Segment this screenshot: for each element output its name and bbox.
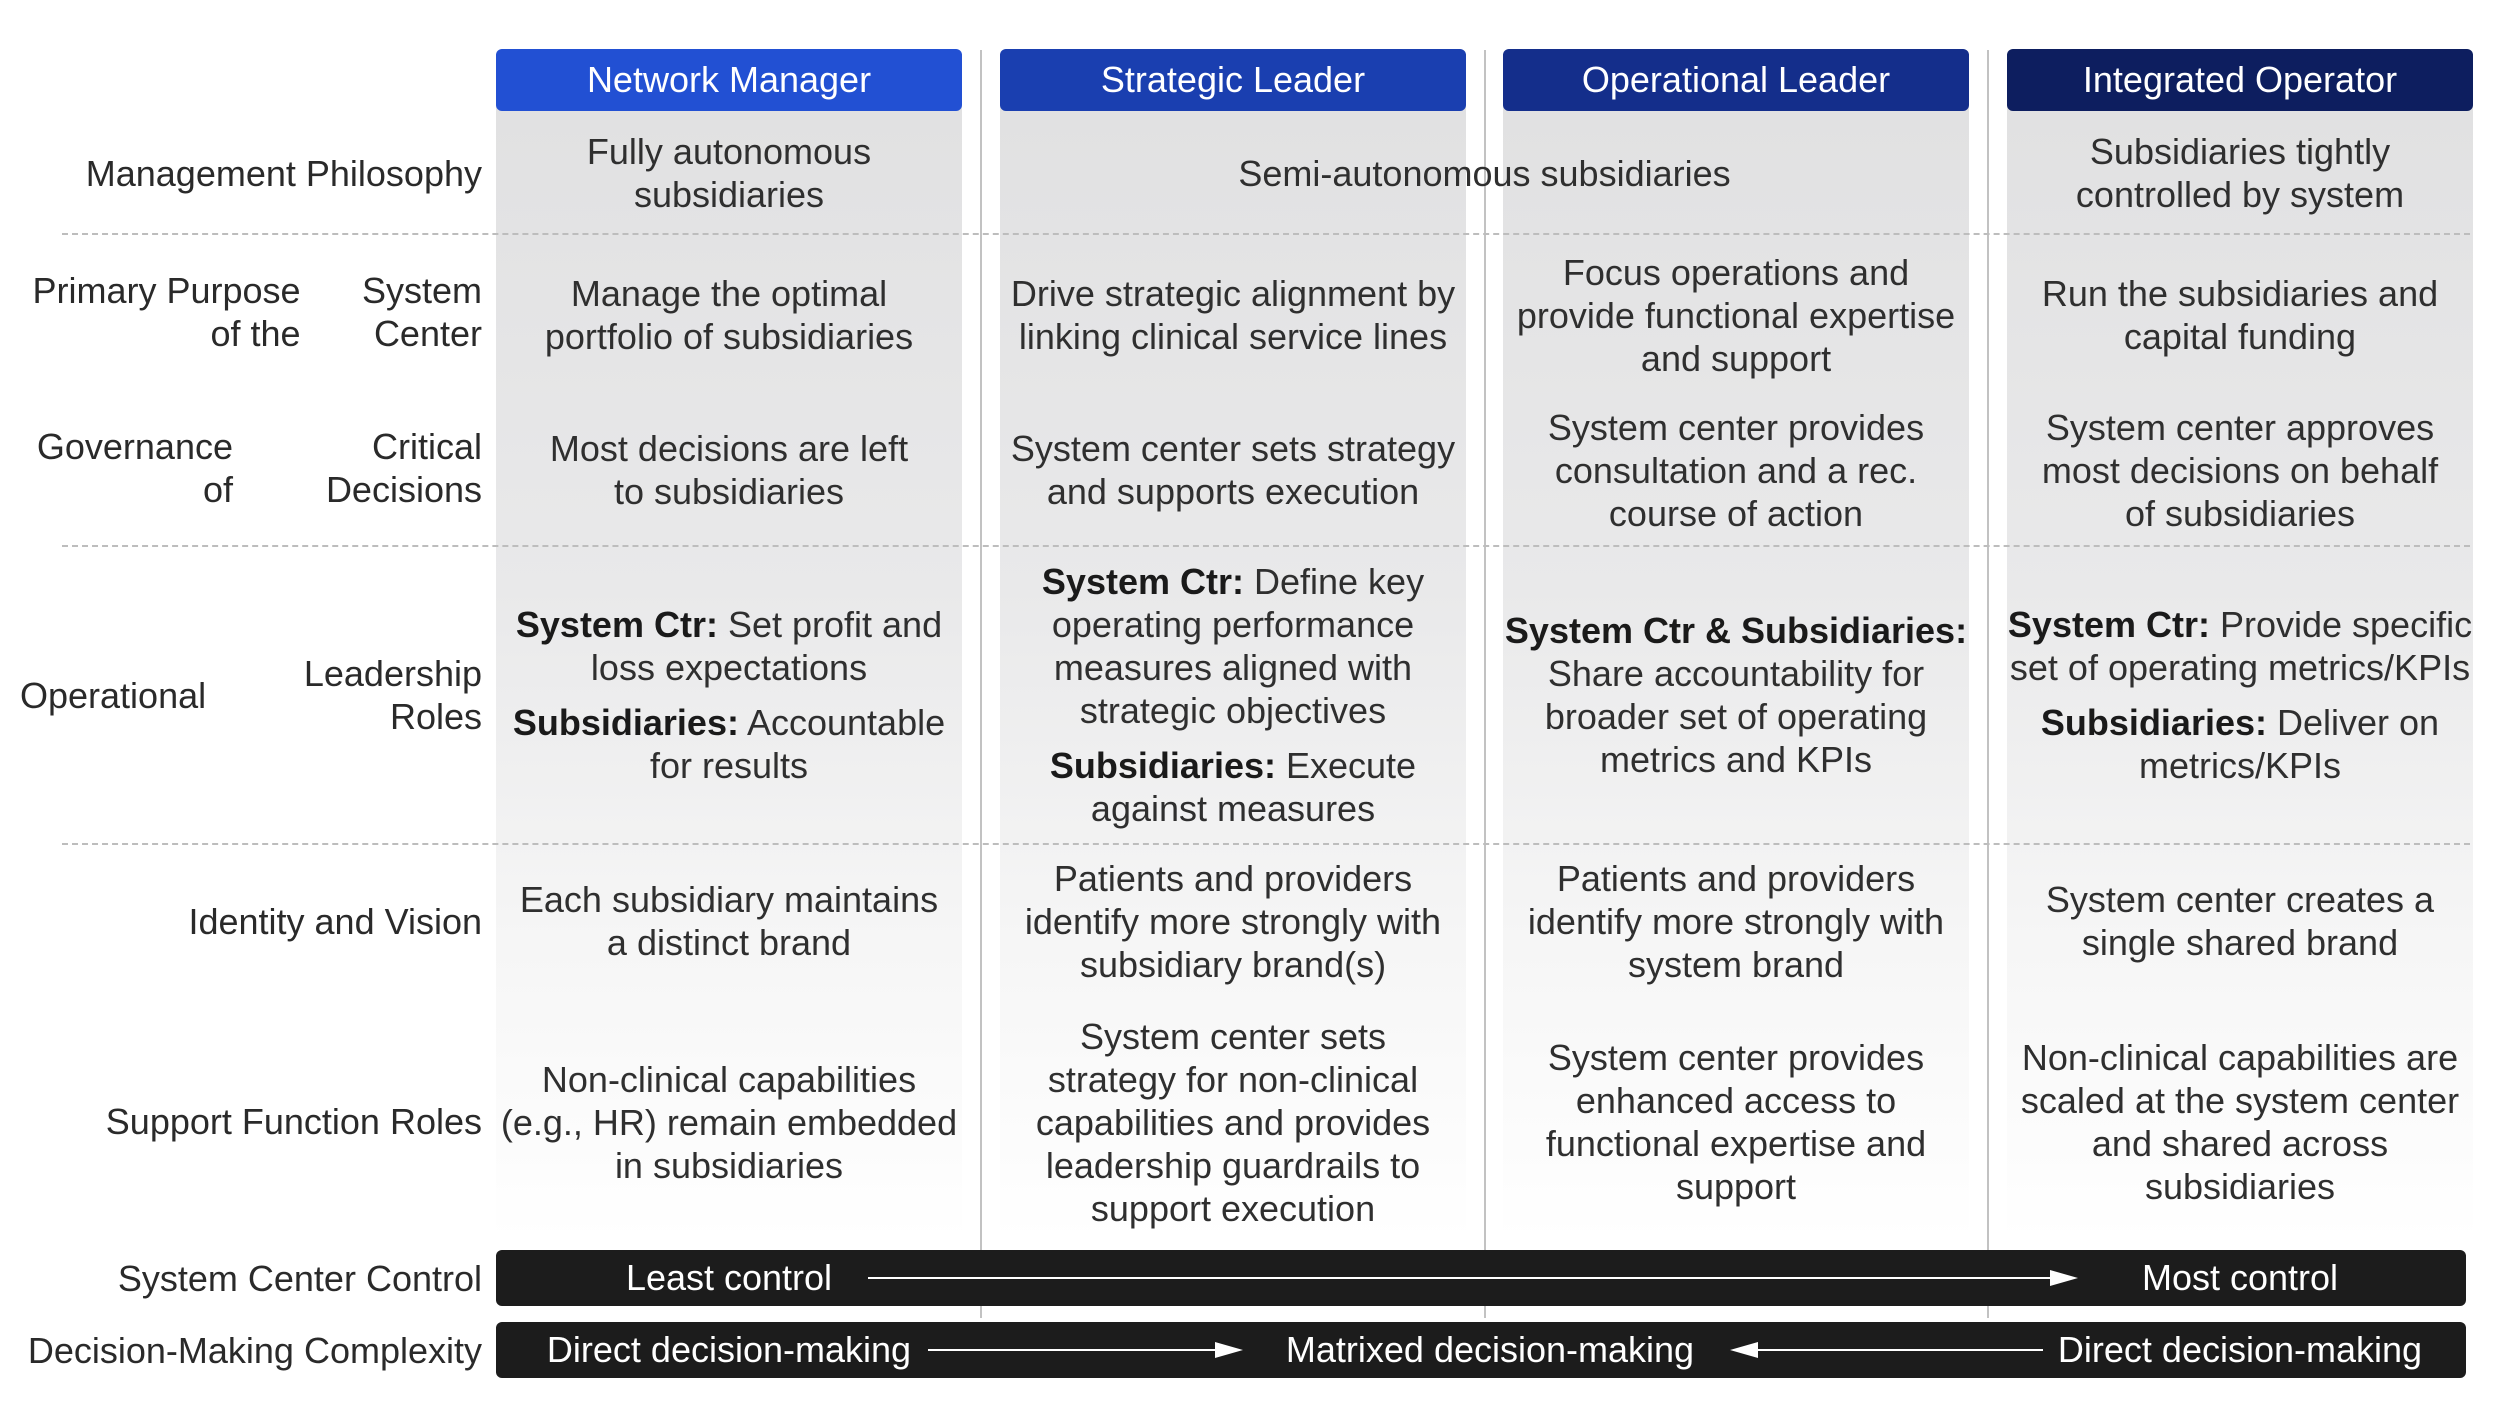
text-line: Management Philosophy [85,152,482,194]
text-line: a distinct brand [606,922,852,963]
control-bar-left-text: Least control [625,1257,833,1298]
bold-lead: Subsidiaries: [1049,745,1276,786]
text-line: measures aligned with [1053,647,1413,688]
bold-lead: System Ctr: [2007,604,2210,645]
bold-lead: Subsidiaries: [512,702,739,743]
text-line: Subsidiaries tightly [2089,131,2391,172]
text-line: Share accountability for [1547,653,1925,694]
bold-lead: System Ctr: [1041,561,1244,602]
text-line: set of operating metrics/KPIs [2009,647,2471,688]
text-line: Most decisions are left [549,428,909,469]
text-line: enhanced access to [1575,1080,1897,1121]
header-label: Strategic Leader [1100,59,1366,100]
text-line: for results [649,745,809,786]
control-bar-right-text: Most control [2141,1257,2339,1298]
header-label: Network Manager [586,59,872,100]
text-line: Run the subsidiaries and [2041,273,2439,314]
text-line: and shared across [2091,1123,2389,1164]
text-line: system brand [1627,943,1845,985]
text-line: Operational [20,674,207,716]
text-line: Critical Decisions [325,426,482,510]
text-line: in subsidiaries [614,1144,844,1186]
text-line: System center approves [2045,406,2435,448]
label-text: System Center Control [117,1257,482,1299]
header-label: Operational Leader [1581,59,1891,100]
text-line: Governance of [36,426,233,510]
text-fragment: Provide specific [2209,604,2473,645]
text-line: and supports execution [1046,471,1420,512]
text-line: Patients and providers [1053,857,1413,899]
text-line: Manage the optimal [570,273,888,314]
header-label: Integrated Operator [2082,59,2398,100]
text-line: System center sets strategy [1010,428,1456,469]
text-fragment: Set profit and [717,604,943,645]
text-line: Semi-autonomous subsidiaries [1238,152,1731,194]
text-line: most decisions on behalf [2041,449,2439,491]
text-line: functional expertise and [1545,1123,1927,1164]
text-line: broader set of operating [1544,696,1928,737]
text-line: Focus operations and [1562,251,1910,293]
text-line: metrics and KPIs [1599,739,1873,780]
text-line: System center provides [1547,1037,1925,1078]
text-line: single shared brand [2081,922,2399,963]
text-line: Leadership Roles [303,653,482,737]
text-line: portfolio of subsidiaries [544,316,914,357]
text-line: Non-clinical capabilities [541,1058,917,1100]
text-line: strategy for non-clinical [1047,1058,1419,1100]
bold-lead: System Ctr & Subsidiaries: [1504,610,1968,651]
text-line: Support Function Roles [105,1101,482,1142]
text-line: subsidiaries [633,174,825,215]
text-line: operating performance [1051,604,1415,645]
text-line: loss expectations [590,647,868,688]
label-text: Decision-Making Complexity [27,1329,482,1371]
text-line: System center sets [1079,1015,1387,1057]
text-line: consultation and a rec. [1554,449,1918,491]
text-line: and support [1640,337,1832,379]
text-line: System center provides [1547,406,1925,448]
text-line: Each subsidiary maintains [519,879,939,920]
text-line: leadership guardrails to [1045,1144,1421,1186]
text-line: Drive strategic alignment by [1010,273,1456,314]
text-line: metrics/KPIs [2138,745,2342,786]
text-line: identify more strongly with [1527,900,1945,942]
text-line: Identity and Vision [188,901,482,942]
complexity-arrow-left [928,1342,1243,1358]
bold-lead: Subsidiaries: [2040,702,2267,743]
text-line: (e.g., HR) remain embedded [500,1101,958,1143]
text-line: Non-clinical capabilities are [2021,1037,2459,1078]
text-line: support [1675,1166,1797,1207]
text-line: Patients and providers [1556,857,1916,899]
text-line: Fully autonomous [586,131,872,172]
text-line: to subsidiaries [613,471,845,512]
text-line: support execution [1090,1187,1376,1229]
text-line: of subsidiaries [2124,492,2356,534]
text-line: linking clinical service lines [1018,316,1448,357]
text-fragment: Deliver on [2267,702,2440,743]
text-line: subsidiary brand(s) [1079,943,1387,985]
text-line: scaled at the system center [2020,1080,2460,1121]
text-line: capabilities and provides [1035,1101,1431,1143]
complexity-arrow-right [1730,1342,2043,1358]
complexity-bar-left-text: Direct decision-making [546,1329,912,1370]
complexity-bar-center-text: Matrixed decision-making [1285,1329,1695,1370]
text-line: capital funding [2123,316,2357,357]
text-fragment: Execute [1275,745,1417,786]
text-line: subsidiaries [2144,1166,2336,1207]
text-line: strategic objectives [1079,690,1387,731]
text-fragment: Accountable [738,702,946,743]
text-line: course of action [1608,492,1864,534]
text-fragment: Define key [1243,561,1425,602]
text-line: controlled by system [2075,174,2405,215]
text-line: Primary Purpose of the [32,270,301,354]
text-line: identify more strongly with [1024,900,1442,942]
complexity-bar-right-text: Direct decision-making [2057,1329,2423,1370]
control-arrow [868,1270,2078,1286]
text-line: System Center [361,270,482,354]
text-line: System center creates a [2045,879,2435,920]
bold-lead: System Ctr: [515,604,718,645]
text-line: provide functional expertise [1516,294,1956,336]
text-line: against measures [1090,788,1376,829]
